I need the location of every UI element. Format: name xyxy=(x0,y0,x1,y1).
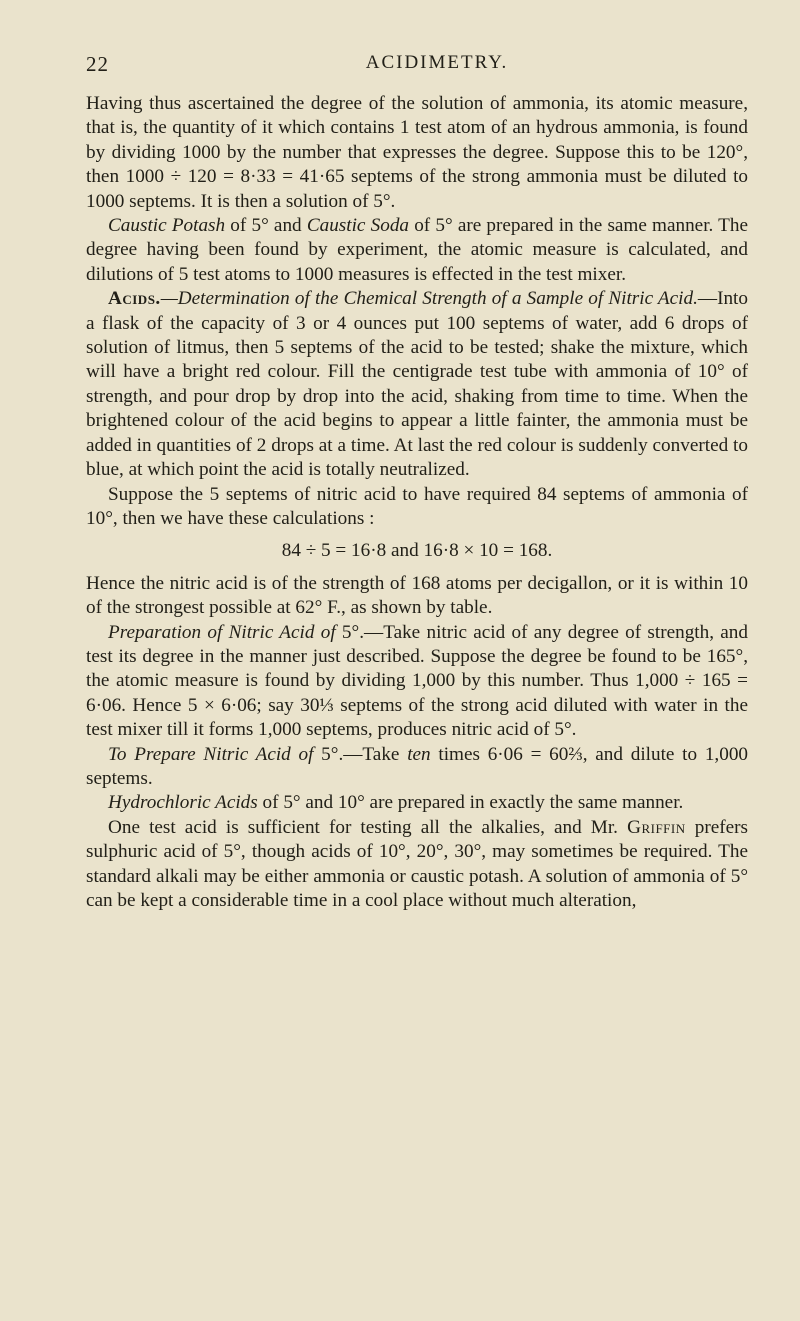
paragraph-ammonia-measure: Having thus ascertained the degree of the solution of ammonia, its atomic measure, that is, the quantity of it which contains 1 test atom of an hydrous ammonia, is found by dividing 1000 by the number that expresses the degree. Suppose this to be 120°, then 1000 ÷ 120 = 8·33 = 41·65 septems of the strong ammonia must be diluted to 1000 septems. It is then a solution of 5°. xyxy=(86,93,748,212)
page-header xyxy=(86,52,748,82)
paragraph-acids-determination: Acids.—Determination of the Chemical Strength of a Sample of Nitric Acid.—Into a flask of the capacity of 3 or 4 ounces put 100 septems of water, add 6 drops of solution of litmus, then 5 septems of the acid to be tested; shake the mixture, which will have a bright red colour. Fill the centigrade test tube with ammonia of 10° of strength, and pour drop by drop into the acid, shaking from time to time. When the brightened colour of the acid begins to appear a little fainter, the ammonia must be added in quantities of 2 drops at a time. At last the red colour is suddenly converted to blue, at which point the acid is totally neutralized. xyxy=(86,288,748,481)
paragraph-caustic-alkalies: Caustic Potash of 5° and Caustic Soda of 5° are prepared in the same manner. The degree having been found by experiment, the atomic measure is calculated, and dilutions of 5 test atoms to 1000 measures is effected in the test mixer. xyxy=(86,215,748,285)
paragraph-preparation-nitric: Preparation of Nitric Acid of 5°.—Take nitric acid of any degree of strength, and test its degree in the manner just described. Suppose the degree be found to be 165°, the atomic measure is found by dividing 1,000 by this number. Thus 1,000 ÷ 165 = 6·06. Hence 5 × 6·06; say 30⅓ septems of the strong acid diluted with water in the test mixer till it forms 1,000 septems, produces nitric acid of 5°. xyxy=(86,621,748,741)
paragraph-calculation-intro: Suppose the 5 septems of nitric acid to have required 84 septems of ammonia of 10°, then we have these calculations : xyxy=(86,483,748,529)
paragraph-hydrochloric: Hydrochloric Acids of 5° and 10° are prepared in exactly the same manner. xyxy=(108,792,684,814)
page-number: 22 xyxy=(86,52,109,76)
paragraph-nitric-strength: Hence the nitric acid is of the strength of 168 atoms per decigallon, or it is within 10 of the strongest possible at 62° F., as shown by table. xyxy=(86,572,748,619)
section-heading-acids: Acids. xyxy=(108,288,161,310)
paragraph-test-acid: One test acid is sufficient for testing all the alkalies, and Mr. Griffin prefers sulphuric acid of 5°, though acids of 10°, 20°, 30°, may sometimes be required. The standard alkali may be either ammonia or caustic potash. A solution of ammonia of 5° can be kept a considerable time in a cool place without much alteration, xyxy=(86,816,748,911)
author-name: Griffin xyxy=(627,816,686,838)
running-title: ACIDIMETRY. xyxy=(365,52,509,73)
paragraph-prepare-nitric-ten: To Prepare Nitric Acid of 5°.—Take ten times 6·06 = 60⅔, and dilute to 1,000 septems. xyxy=(86,743,749,789)
page-body xyxy=(86,92,748,913)
equation: 84 ÷ 5 = 16·8 and 16·8 × 10 = 168. xyxy=(281,540,553,562)
